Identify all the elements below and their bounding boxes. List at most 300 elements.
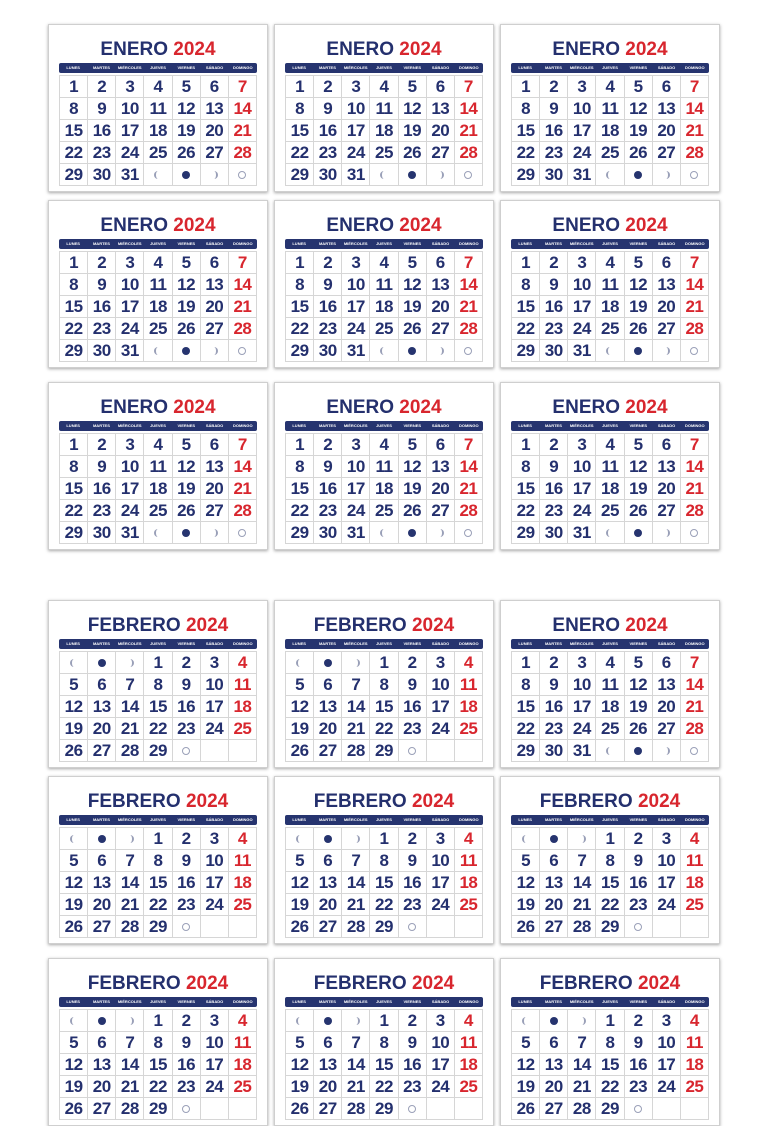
day-cell: 25 <box>681 1076 709 1098</box>
crescent-icon <box>522 835 530 843</box>
weekday-label: JUEVES <box>150 241 166 246</box>
new-moon-icon <box>690 347 698 355</box>
day-cell: 17 <box>116 296 144 318</box>
day-cell: 25 <box>229 718 257 740</box>
weekday-label: MARTES <box>92 999 110 1004</box>
weekday-header <box>511 815 709 825</box>
year-label: 2024 <box>185 615 229 636</box>
day-cell: 5 <box>173 434 201 456</box>
day-cell: 2 <box>399 828 427 850</box>
weekday-label: SÁBADO <box>657 65 676 70</box>
day-cell: 23 <box>399 718 427 740</box>
day-cell: 4 <box>596 434 624 456</box>
day-cell: 19 <box>399 120 427 142</box>
day-cell: 31 <box>568 340 596 362</box>
day-cell: 13 <box>314 872 342 894</box>
day-cell: 16 <box>173 872 201 894</box>
day-cell: 29 <box>512 164 540 186</box>
day-cell: 24 <box>116 500 144 522</box>
day-cell: 20 <box>314 894 342 916</box>
day-cell: 14 <box>455 98 483 120</box>
day-cell: 14 <box>455 456 483 478</box>
day-cell: 23 <box>314 318 342 340</box>
day-cell: 2 <box>173 652 201 674</box>
day-cell: 29 <box>286 522 314 544</box>
day-cell: 12 <box>286 872 314 894</box>
day-cell: 7 <box>455 252 483 274</box>
day-cell: 6 <box>427 252 455 274</box>
day-cell: 4 <box>229 652 257 674</box>
day-cell: 27 <box>653 718 681 740</box>
day-cell: 3 <box>568 652 596 674</box>
day-cell: 18 <box>370 120 398 142</box>
day-cell: 22 <box>60 142 88 164</box>
moon-phase-cell <box>370 164 398 186</box>
moon-phase-cell <box>314 828 342 850</box>
moon-phase-cell <box>568 828 596 850</box>
weekday-header <box>59 639 257 649</box>
day-cell: 26 <box>60 740 88 762</box>
moon-phase-cell <box>229 522 257 544</box>
weekday-label: LUNES <box>518 423 532 428</box>
day-cell: 5 <box>173 252 201 274</box>
calendar-card-enero <box>274 200 494 368</box>
calendar-card-febrero <box>48 958 268 1126</box>
month-title <box>49 973 267 995</box>
day-cell: 5 <box>512 1032 540 1054</box>
day-cell: 13 <box>427 98 455 120</box>
moon-phase-cell <box>173 164 201 186</box>
crescent-icon <box>154 529 162 537</box>
weekday-label: VIERNES <box>177 817 196 822</box>
day-cell: 5 <box>512 850 540 872</box>
month-name: ENERO <box>100 39 168 60</box>
day-cell: 8 <box>286 456 314 478</box>
moon-phase-cell <box>173 340 201 362</box>
day-cell: 28 <box>342 916 370 938</box>
weekday-label: VIERNES <box>403 641 422 646</box>
day-cell: 27 <box>427 318 455 340</box>
day-cell: 17 <box>201 1054 229 1076</box>
day-cell: 27 <box>427 142 455 164</box>
day-cell: 4 <box>144 76 172 98</box>
day-cell: 20 <box>427 296 455 318</box>
weekday-label: DOMINGO <box>459 423 479 428</box>
day-cell: 14 <box>681 674 709 696</box>
day-cell: 28 <box>455 142 483 164</box>
day-cell: 11 <box>681 1032 709 1054</box>
weekday-label: VIERNES <box>629 641 648 646</box>
month-name: FEBRERO <box>539 791 633 812</box>
calendar-card-febrero <box>500 776 720 944</box>
weekday-header <box>285 997 483 1007</box>
day-cell: 6 <box>314 1032 342 1054</box>
new-moon-icon <box>690 529 698 537</box>
weekday-label: JUEVES <box>150 641 166 646</box>
crescent-icon <box>70 835 78 843</box>
month-title <box>275 39 493 61</box>
day-cell: 9 <box>88 456 116 478</box>
weekday-label: JUEVES <box>376 817 392 822</box>
day-cell: 22 <box>596 894 624 916</box>
moon-phase-cell <box>399 740 427 762</box>
day-cell: 18 <box>681 872 709 894</box>
month-name: FEBRERO <box>87 973 181 994</box>
day-cell: 10 <box>201 674 229 696</box>
waning-icon <box>436 347 444 355</box>
day-cell: 26 <box>399 142 427 164</box>
day-cell: 17 <box>342 478 370 500</box>
day-cell: 16 <box>399 872 427 894</box>
day-cell: 24 <box>653 894 681 916</box>
day-cell: 27 <box>201 142 229 164</box>
moon-phase-cell <box>455 164 483 186</box>
day-cell: 22 <box>286 142 314 164</box>
day-cell: 10 <box>116 98 144 120</box>
calendar-card-enero <box>274 382 494 550</box>
day-cell <box>653 916 681 938</box>
weekday-label: DOMINGO <box>685 423 705 428</box>
day-grid <box>285 251 483 362</box>
moon-phase-cell <box>370 522 398 544</box>
day-cell: 20 <box>540 1076 568 1098</box>
day-cell: 13 <box>653 456 681 478</box>
day-cell: 13 <box>427 274 455 296</box>
new-moon-icon <box>634 923 642 931</box>
day-cell: 19 <box>625 296 653 318</box>
month-title <box>49 39 267 61</box>
day-cell: 19 <box>625 696 653 718</box>
moon-phase-cell <box>427 522 455 544</box>
moon-phase-cell <box>342 1010 370 1032</box>
day-cell: 7 <box>455 76 483 98</box>
weekday-label: DOMINGO <box>685 241 705 246</box>
day-cell: 15 <box>286 478 314 500</box>
day-cell: 27 <box>314 916 342 938</box>
month-title <box>501 615 719 637</box>
day-cell: 8 <box>512 98 540 120</box>
day-cell: 6 <box>653 76 681 98</box>
new-moon-icon <box>408 923 416 931</box>
day-cell: 3 <box>568 252 596 274</box>
weekday-label: JUEVES <box>150 423 166 428</box>
day-cell: 22 <box>144 1076 172 1098</box>
day-cell: 3 <box>342 252 370 274</box>
waning-icon <box>210 529 218 537</box>
day-cell: 31 <box>116 522 144 544</box>
day-cell: 7 <box>116 674 144 696</box>
weekday-label: VIERNES <box>177 641 196 646</box>
weekday-label: MIÉRCOLES <box>569 241 594 246</box>
day-cell: 8 <box>286 98 314 120</box>
day-cell: 9 <box>88 98 116 120</box>
day-cell: 10 <box>201 850 229 872</box>
day-cell: 9 <box>173 674 201 696</box>
day-cell: 30 <box>314 164 342 186</box>
month-title <box>501 397 719 419</box>
day-cell: 25 <box>455 894 483 916</box>
waning-icon <box>352 1017 360 1025</box>
moon-phase-cell <box>653 740 681 762</box>
day-cell: 8 <box>144 1032 172 1054</box>
weekday-label: VIERNES <box>403 65 422 70</box>
month-name: ENERO <box>552 615 620 636</box>
day-cell: 11 <box>596 274 624 296</box>
day-cell <box>427 916 455 938</box>
year-label: 2024 <box>625 615 668 636</box>
day-cell: 26 <box>60 1098 88 1120</box>
new-moon-icon <box>238 347 246 355</box>
moon-phase-cell <box>596 522 624 544</box>
day-cell: 1 <box>286 434 314 456</box>
weekday-label: MARTES <box>544 817 562 822</box>
weekday-label: MIÉRCOLES <box>343 999 368 1004</box>
day-cell: 1 <box>286 252 314 274</box>
month-title <box>49 791 267 813</box>
day-cell: 25 <box>370 318 398 340</box>
day-cell: 30 <box>88 522 116 544</box>
day-cell: 1 <box>60 434 88 456</box>
day-cell: 24 <box>568 318 596 340</box>
day-cell: 24 <box>653 1076 681 1098</box>
weekday-label: MIÉRCOLES <box>117 999 142 1004</box>
day-cell: 8 <box>596 1032 624 1054</box>
day-cell: 4 <box>370 434 398 456</box>
day-cell: 29 <box>286 340 314 362</box>
day-cell: 29 <box>596 1098 624 1120</box>
day-cell: 28 <box>681 500 709 522</box>
day-cell: 22 <box>286 500 314 522</box>
waning-icon <box>210 171 218 179</box>
day-cell: 8 <box>370 1032 398 1054</box>
day-cell: 6 <box>653 252 681 274</box>
calendar-card-febrero <box>274 958 494 1126</box>
moon-phase-cell <box>286 828 314 850</box>
day-cell: 9 <box>88 274 116 296</box>
day-cell: 28 <box>116 916 144 938</box>
day-cell: 16 <box>399 1054 427 1076</box>
weekday-label: JUEVES <box>602 65 618 70</box>
waning-icon <box>352 659 360 667</box>
full-moon-icon <box>408 529 416 537</box>
day-cell: 5 <box>625 434 653 456</box>
weekday-label: SÁBADO <box>657 241 676 246</box>
month-name: ENERO <box>552 39 620 60</box>
moon-phase-cell <box>681 522 709 544</box>
crescent-icon <box>380 171 388 179</box>
day-cell: 9 <box>625 1032 653 1054</box>
day-cell: 6 <box>88 1032 116 1054</box>
weekday-header <box>511 639 709 649</box>
moon-phase-cell <box>681 740 709 762</box>
day-cell: 30 <box>540 340 568 362</box>
day-cell: 29 <box>512 522 540 544</box>
weekday-label: MARTES <box>318 423 336 428</box>
year-label: 2024 <box>173 39 216 60</box>
weekday-header <box>285 239 483 249</box>
day-cell: 10 <box>568 674 596 696</box>
day-cell: 3 <box>568 76 596 98</box>
weekday-label: MARTES <box>544 241 562 246</box>
day-cell: 9 <box>399 1032 427 1054</box>
day-cell: 16 <box>540 478 568 500</box>
day-cell: 11 <box>455 1032 483 1054</box>
day-cell: 5 <box>399 76 427 98</box>
day-cell: 26 <box>60 916 88 938</box>
day-cell: 29 <box>144 916 172 938</box>
weekday-label: SÁBADO <box>657 641 676 646</box>
day-cell: 14 <box>342 872 370 894</box>
new-moon-icon <box>634 1105 642 1113</box>
weekday-label: SÁBADO <box>657 817 676 822</box>
weekday-header <box>285 815 483 825</box>
day-grid <box>59 75 257 186</box>
weekday-label: DOMINGO <box>459 241 479 246</box>
weekday-label: DOMINGO <box>685 817 705 822</box>
waning-icon <box>578 835 586 843</box>
day-cell: 14 <box>455 274 483 296</box>
day-cell: 6 <box>540 850 568 872</box>
day-cell: 1 <box>596 828 624 850</box>
day-cell: 6 <box>201 252 229 274</box>
moon-phase-cell <box>653 164 681 186</box>
weekday-label: MARTES <box>544 641 562 646</box>
day-cell: 11 <box>370 274 398 296</box>
day-cell: 20 <box>88 1076 116 1098</box>
day-cell: 9 <box>540 274 568 296</box>
day-cell: 27 <box>88 1098 116 1120</box>
day-cell: 29 <box>370 1098 398 1120</box>
day-cell: 15 <box>144 1054 172 1076</box>
weekday-label: VIERNES <box>403 423 422 428</box>
day-cell: 15 <box>512 696 540 718</box>
day-cell: 23 <box>314 500 342 522</box>
day-cell: 29 <box>370 916 398 938</box>
weekday-label: SÁBADO <box>431 817 450 822</box>
day-cell: 6 <box>540 1032 568 1054</box>
weekday-label: JUEVES <box>150 999 166 1004</box>
month-name: FEBRERO <box>539 973 633 994</box>
day-cell: 10 <box>342 98 370 120</box>
weekday-label: MARTES <box>318 65 336 70</box>
weekday-label: DOMINGO <box>459 999 479 1004</box>
day-cell: 8 <box>60 274 88 296</box>
day-cell: 19 <box>60 718 88 740</box>
day-cell: 15 <box>596 1054 624 1076</box>
day-cell: 21 <box>568 894 596 916</box>
crescent-icon <box>606 171 614 179</box>
day-cell: 21 <box>229 120 257 142</box>
weekday-header <box>59 63 257 73</box>
day-cell: 21 <box>568 1076 596 1098</box>
day-cell: 17 <box>201 872 229 894</box>
day-cell: 23 <box>88 318 116 340</box>
day-cell: 16 <box>88 478 116 500</box>
day-cell: 6 <box>653 434 681 456</box>
day-cell: 11 <box>144 274 172 296</box>
day-grid <box>285 433 483 544</box>
weekday-header <box>59 815 257 825</box>
day-cell: 23 <box>625 1076 653 1098</box>
day-cell: 14 <box>568 1054 596 1076</box>
weekday-label: DOMINGO <box>459 641 479 646</box>
day-cell: 21 <box>229 478 257 500</box>
day-cell: 6 <box>314 674 342 696</box>
crescent-icon <box>70 659 78 667</box>
moon-phase-cell <box>88 828 116 850</box>
weekday-label: LUNES <box>66 999 80 1004</box>
day-cell: 14 <box>568 872 596 894</box>
calendar-card-febrero <box>48 776 268 944</box>
day-cell: 15 <box>144 696 172 718</box>
day-cell: 27 <box>540 1098 568 1120</box>
moon-phase-cell <box>173 740 201 762</box>
moon-phase-cell <box>342 828 370 850</box>
weekday-label: LUNES <box>66 241 80 246</box>
day-cell: 25 <box>455 718 483 740</box>
moon-phase-cell <box>653 340 681 362</box>
day-cell: 1 <box>60 252 88 274</box>
full-moon-icon <box>408 347 416 355</box>
day-cell: 15 <box>144 872 172 894</box>
day-cell: 21 <box>116 894 144 916</box>
day-cell <box>229 740 257 762</box>
day-cell: 16 <box>399 696 427 718</box>
weekday-label: LUNES <box>518 817 532 822</box>
day-cell: 26 <box>625 718 653 740</box>
weekday-label: DOMINGO <box>233 241 253 246</box>
day-cell <box>229 916 257 938</box>
day-cell <box>201 916 229 938</box>
weekday-label: MIÉRCOLES <box>343 241 368 246</box>
day-cell: 8 <box>286 274 314 296</box>
day-cell: 26 <box>286 916 314 938</box>
weekday-label: MIÉRCOLES <box>117 641 142 646</box>
day-cell: 9 <box>314 98 342 120</box>
day-cell: 14 <box>229 98 257 120</box>
weekday-label: DOMINGO <box>233 65 253 70</box>
day-cell: 20 <box>653 478 681 500</box>
crescent-icon <box>154 171 162 179</box>
day-cell: 16 <box>540 696 568 718</box>
moon-phase-cell <box>455 340 483 362</box>
day-cell: 22 <box>512 500 540 522</box>
moon-phase-cell <box>314 652 342 674</box>
day-cell: 28 <box>568 916 596 938</box>
day-cell: 29 <box>144 1098 172 1120</box>
day-cell: 7 <box>568 1032 596 1054</box>
day-cell: 27 <box>314 740 342 762</box>
day-cell: 28 <box>342 1098 370 1120</box>
year-label: 2024 <box>411 973 455 994</box>
day-cell: 23 <box>88 500 116 522</box>
day-cell: 29 <box>60 522 88 544</box>
day-cell: 31 <box>568 164 596 186</box>
day-cell: 13 <box>653 274 681 296</box>
day-cell <box>427 1098 455 1120</box>
moon-phase-cell <box>201 340 229 362</box>
moon-phase-cell <box>625 1098 653 1120</box>
weekday-label: DOMINGO <box>233 999 253 1004</box>
day-cell: 24 <box>342 142 370 164</box>
day-cell: 3 <box>427 652 455 674</box>
day-cell: 1 <box>512 252 540 274</box>
day-cell: 1 <box>370 1010 398 1032</box>
crescent-icon <box>380 529 388 537</box>
full-moon-icon <box>634 529 642 537</box>
day-cell: 14 <box>342 696 370 718</box>
day-cell: 29 <box>144 740 172 762</box>
